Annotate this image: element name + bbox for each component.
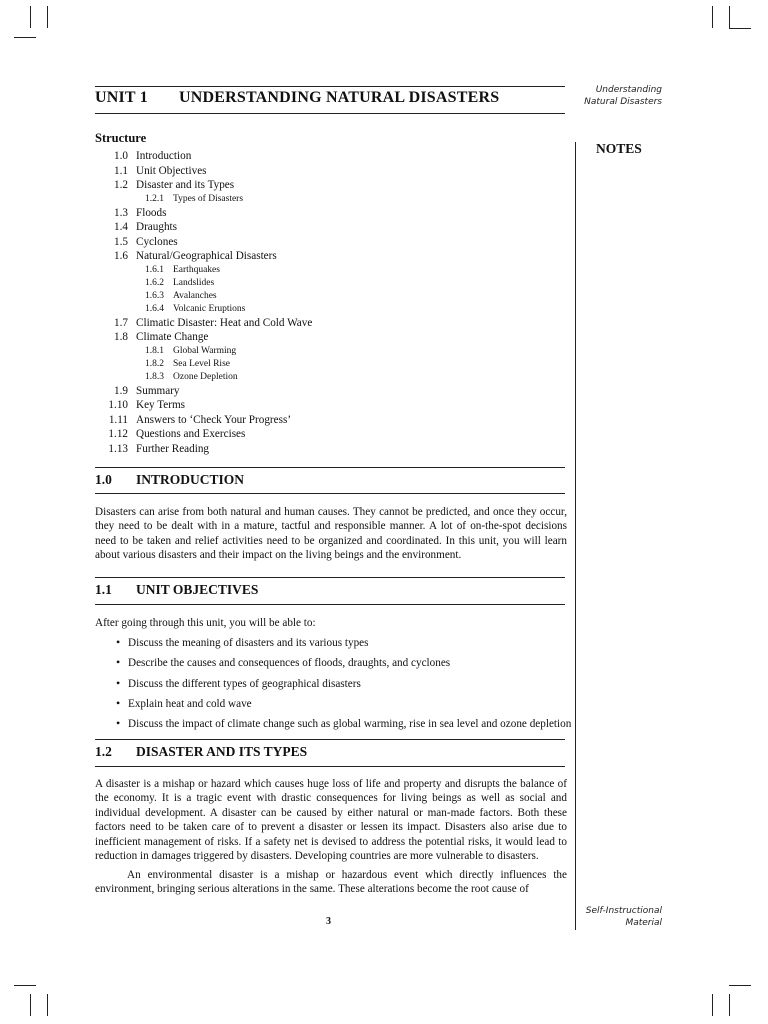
running-head-line2: Natural Disasters [584,97,662,107]
toc-item [0,371,600,384]
toc-item [0,235,600,250]
toc-item-number: 1.6.1 [145,264,164,275]
toc-item-number: 1.8 [114,331,128,343]
objectives-list [116,633,576,734]
section-rule [95,577,565,578]
toc-item-title: Sea Level Rise [173,358,230,369]
toc-item-title: Draughts [136,221,178,233]
toc-item-title: Questions and Exercises [136,428,246,440]
toc-item-number: 1.6.4 [145,303,164,314]
toc-item [0,384,600,399]
crop-mark [30,6,31,28]
toc-item-number: 1.8.3 [145,371,164,382]
toc-item-title: Types of Disasters [173,193,244,204]
toc-item-title: Climatic Disaster: Heat and Cold Wave [136,316,313,329]
toc-item [0,277,600,290]
section-rule [95,493,565,494]
toc-item-number: 1.8.2 [145,358,164,369]
crop-mark [712,6,713,28]
toc-item-number: 1.12 [108,428,128,440]
section-heading-types [95,744,565,760]
section-title: DISASTER AND ITS TYPES [136,744,308,759]
crop-mark [729,985,751,986]
toc-item [0,358,600,371]
toc-item [0,193,600,206]
section-title: INTRODUCTION [136,472,245,487]
toc-item-number: 1.2 [114,179,128,191]
toc-item-title: Disaster and its Types [136,179,235,191]
toc-item [0,427,600,442]
title-bottom-rule [95,113,565,114]
list-item: • Explain heat and cold wave [116,694,576,714]
toc-item-number: 1.4 [114,221,128,233]
title-top-rule [95,86,565,87]
toc-item [0,264,600,277]
toc-item [0,330,600,345]
toc-item-number: 1.3 [114,206,128,219]
footer-line2: Material [625,918,662,928]
notes-label: NOTES [596,141,642,156]
introduction-paragraph: Disasters can arise from both natural and human causes. They cannot be predicted, and once they occur, they need to be dealt with in a mature, tactful and responsible manner. A lot of on-the-spot decisions need to be taken and relief activities need to be organized and coordinated. In this unit, you will learn about various disasters and their impact on the living beings and the environment. [95,506,567,562]
section-number: 1.0 [95,472,112,487]
section-rule [95,467,565,468]
toc-item-number: 1.6 [114,250,128,262]
toc-item-title: Further Reading [136,442,210,455]
toc-item-title: Summary [136,384,180,397]
toc-item-title: Floods [136,206,167,219]
toc-item [0,206,600,221]
toc-item-title: Volcanic Eruptions [173,303,246,314]
toc-item [0,316,600,331]
toc-item [0,220,600,235]
objectives-lead: After going through this unit, you will be able to: [95,617,316,629]
toc-item-title: Global Warming [173,345,237,356]
unit-name: UNDERSTANDING NATURAL DISASTERS [179,89,500,106]
section-heading-introduction [95,472,565,488]
unit-title [95,89,565,107]
unit-number: UNIT 1 [95,89,148,106]
section-rule [95,766,565,767]
toc-item-title: Natural/Geographical Disasters [136,250,277,262]
crop-mark [712,994,713,1016]
footer-line1: Self-Instructional [585,906,662,916]
table-of-contents [0,149,600,456]
footer-label [586,905,662,929]
list-item: • Discuss the impact of climate change such as global warming, rise in sea level and ozone depletion [116,714,576,734]
section-rule [95,604,565,605]
toc-item-title: Introduction [136,150,192,162]
toc-item-number: 1.1 [114,164,128,177]
toc-item-number: 1.13 [108,442,128,455]
running-head-line1: Understanding [595,85,662,95]
section-title: UNIT OBJECTIVES [136,582,259,597]
toc-item-number: 1.5 [114,235,128,248]
toc-item-title: Earthquakes [173,264,220,275]
crop-mark [30,994,31,1016]
section-heading-objectives [95,582,565,598]
toc-item-title: Landslides [173,277,215,288]
section-number: 1.1 [95,582,112,597]
toc-item [0,249,600,264]
toc-item [0,398,600,413]
section-number: 1.2 [95,744,112,759]
toc-item-number: 1.0 [114,150,128,162]
toc-item-number: 1.6.2 [145,277,164,288]
page-number: 3 [326,916,331,927]
toc-item-title: Cyclones [136,235,178,248]
toc-item-title: Climate Change [136,331,209,343]
toc-item-number: 1.9 [114,384,128,397]
toc-item [0,345,600,358]
toc-item [0,290,600,303]
types-paragraph-1: A disaster is a mishap or hazard which causes huge loss of life and property and disrupts the balance of the economy. It is a tragic event with drastic consequences for living beings as well as social and individual development. A disaster can be caused by either natural or man-made factors. Both these factors need to be taken care of to prevent a disaster or lessen its impact. Disasters also arise due to inefficient management of risks. If a safety net is devised to address the potential risks, it would lead to reduction in damages triggered by disasters. Developing countries are more vulnerable to disasters. [95,778,567,863]
toc-item-title: Key Terms [136,399,186,411]
crop-mark [14,37,36,38]
crop-mark [729,994,730,1016]
list-item: • Discuss the different types of geographical disasters [116,674,576,694]
toc-item [0,413,600,428]
toc-item-number: 1.2.1 [145,193,164,204]
toc-item-number: 1.7 [114,316,128,329]
toc-item-number: 1.6.3 [145,290,164,301]
toc-item-number: 1.10 [108,399,128,411]
toc-item-title: Avalanches [173,290,217,301]
toc-item-title: Unit Objectives [136,164,207,177]
toc-item [0,164,600,179]
toc-item-title: Answers to ‘Check Your Progress’ [136,413,292,426]
toc-item-title: Ozone Depletion [173,371,238,382]
types-paragraph-2: An environmental disaster is a mishap or hazardous event which directly influences the environment, bringing serious alterations in the same. These alterations become the root cause of [95,869,567,896]
crop-mark [729,28,751,29]
crop-mark [47,994,48,1016]
structure-heading: Structure [95,131,147,145]
toc-item [0,303,600,316]
section-rule [95,739,565,740]
crop-mark [729,6,730,28]
toc-item-number: 1.8.1 [145,345,164,356]
toc-item [0,149,600,164]
toc-item-number: 1.11 [108,413,128,426]
list-item: • Describe the causes and consequences of floods, draughts, and cyclones [116,653,576,673]
crop-mark [47,6,48,28]
crop-mark [14,985,36,986]
list-item: • Discuss the meaning of disasters and its various types [116,633,576,653]
running-head [584,84,662,108]
toc-item [0,178,600,193]
toc-item [0,442,600,457]
